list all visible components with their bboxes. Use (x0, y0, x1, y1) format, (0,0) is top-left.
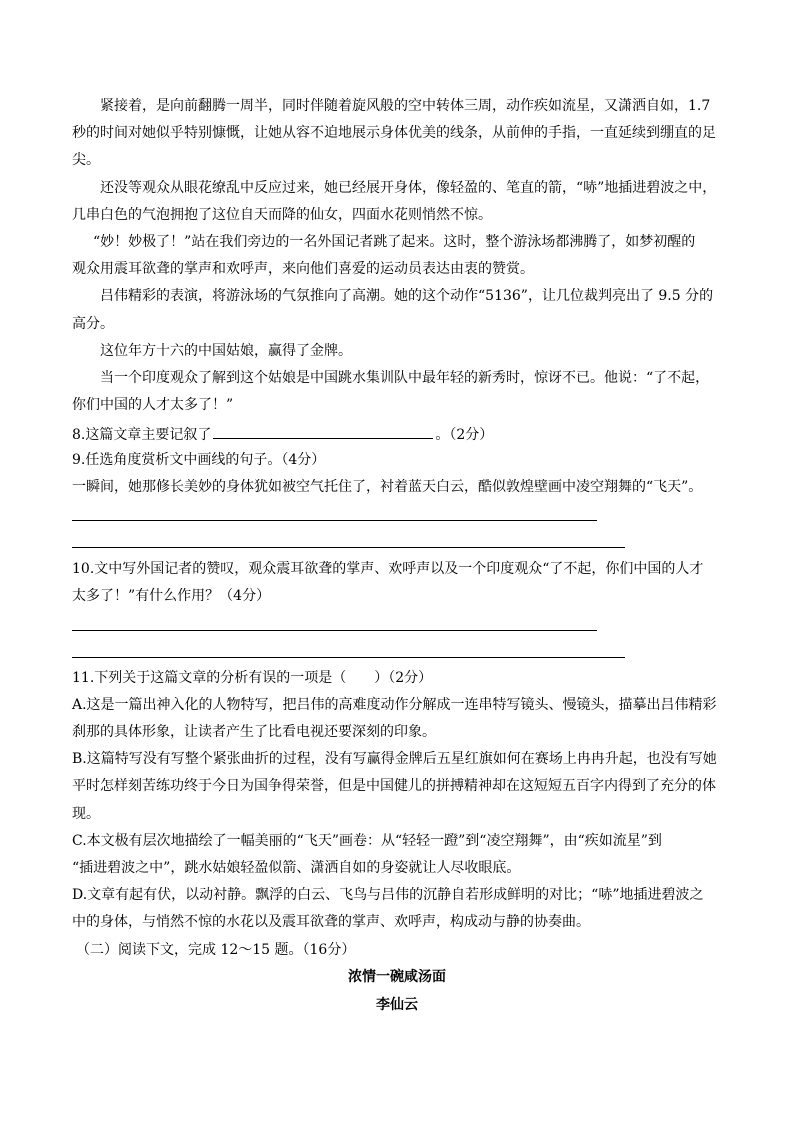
passage-line: 秒的时间对她似乎特别慷慨，让她从容不迫地展示身体优美的线条，从前伸的手指，一直延续到绷直的足 (72, 125, 716, 141)
option-d: D.文章有起有伏，以动衬静。飘浮的白云、飞鸟与吕伟的沉静自若形成鲜明的对比；“哧”地插进碧波之 (72, 887, 704, 903)
passage-line: 你们中国的人才太多了！” (72, 397, 234, 413)
question-11: 11.下列关于这篇文章的分析有误的一项是（ ）（2分） (72, 670, 433, 686)
passage-line: 观众用震耳欲聋的掌声和欢呼声，来向他们喜爱的运动员表达由衷的赞赏。 (72, 261, 534, 277)
question-9: 9.任选角度赏析文中画线的句子。（4分） (72, 452, 326, 468)
passage-line: “妙！妙极了！”站在我们旁边的一名外国记者跳了起来。这时，整个游泳场都沸腾了，如梦初醒的 (93, 234, 696, 250)
article-author: 李仙云 (376, 997, 418, 1013)
option-c: “插进碧波之中”，跳水姑娘轻盈似箭、潇洒自如的身姿就让人尽收眼底。 (72, 860, 521, 876)
passage-line: 尖。 (72, 152, 100, 168)
passage-line: 吕伟精彩的表演，将游泳场的气氛推向了高潮。她的这个动作“5136”，让几位裁判亮出了 9.5 分的 (100, 288, 714, 304)
option-c: C.本文极有层次地描绘了一幅美丽的“飞天”画卷：从“轻轻一蹬”到“凌空翔舞”，由“疾如流星”到 (72, 833, 662, 849)
article-title: 浓情一碗咸汤面 (348, 969, 446, 985)
passage-line: 还没等观众从眼花缭乱中反应过来，她已经展开身体，像轻盈的、笔直的箭，“哧”地插进碧波之中， (100, 180, 717, 196)
passage-line: 几串白色的气泡拥抱了这位自天而降的仙女，四面水花则悄然不惊。 (72, 207, 492, 223)
option-a: 刹那的具体形象，让读者产生了比看电视还要深刻的印象。 (72, 724, 436, 740)
passage-line: 这位年方十六的中国姑娘，赢得了金牌。 (100, 343, 352, 359)
answer-line[interactable] (72, 630, 597, 631)
passage-line: 高分。 (72, 316, 114, 332)
question-8 (72, 424, 493, 444)
option-d: 中的身体，与悄然不惊的水花以及震耳欲聋的掌声、欢呼声，构成动与静的协奏曲。 (72, 914, 590, 930)
passage-line: 当一个印度观众了解到这个姑娘是中国跳水集训队中最年轻的新秀时，惊讶不已。他说：“了不起， (100, 370, 710, 386)
answer-blank[interactable] (213, 424, 433, 439)
passage-line: 紧接着，是向前翻腾一周半，同时伴随着旋风般的空中转体三周，动作疾如流星，又潇洒自如，1.7 (100, 98, 711, 114)
underlined-sentence: 一瞬间，她那修长美妙的身体犹如被空气托住了，衬着蓝天白云，酷似敦煌壁画中凌空翔舞的“飞天”。 (72, 479, 703, 495)
question-10: 太多了！”有什么作用？（4分） (72, 588, 271, 604)
section-intro: （二）阅读下文，完成 12～15 题。（16分） (76, 942, 356, 958)
option-b: B.这篇特写没有写整个紧张曲折的过程，没有写赢得金牌后五星红旗如何在赛场上冉冉升起，也没有写她 (72, 751, 717, 767)
answer-line[interactable] (72, 547, 625, 548)
question-8-text: 8.这篇文章主要记叙了 (72, 427, 212, 443)
answer-line[interactable] (72, 657, 625, 658)
question-10: 10.文中写外国记者的赞叹，观众震耳欲聋的掌声、欢呼声以及一个印度观众“了不起，你们中国的人才 (72, 561, 704, 577)
question-8-score: 。（2分） (435, 427, 494, 443)
option-b: 现。 (72, 806, 100, 822)
option-b: 平时怎样刻苦练功终于今日为国争得荣誉，但是中国健儿的拼搏精神却在这短短五百字内得到了充分的体 (72, 778, 716, 794)
option-a: A.这是一篇出神入化的人物特写，把吕伟的高难度动作分解成一连串特写镜头、慢镜头，描摹出吕伟精彩 (72, 697, 717, 713)
answer-line[interactable] (72, 520, 597, 521)
